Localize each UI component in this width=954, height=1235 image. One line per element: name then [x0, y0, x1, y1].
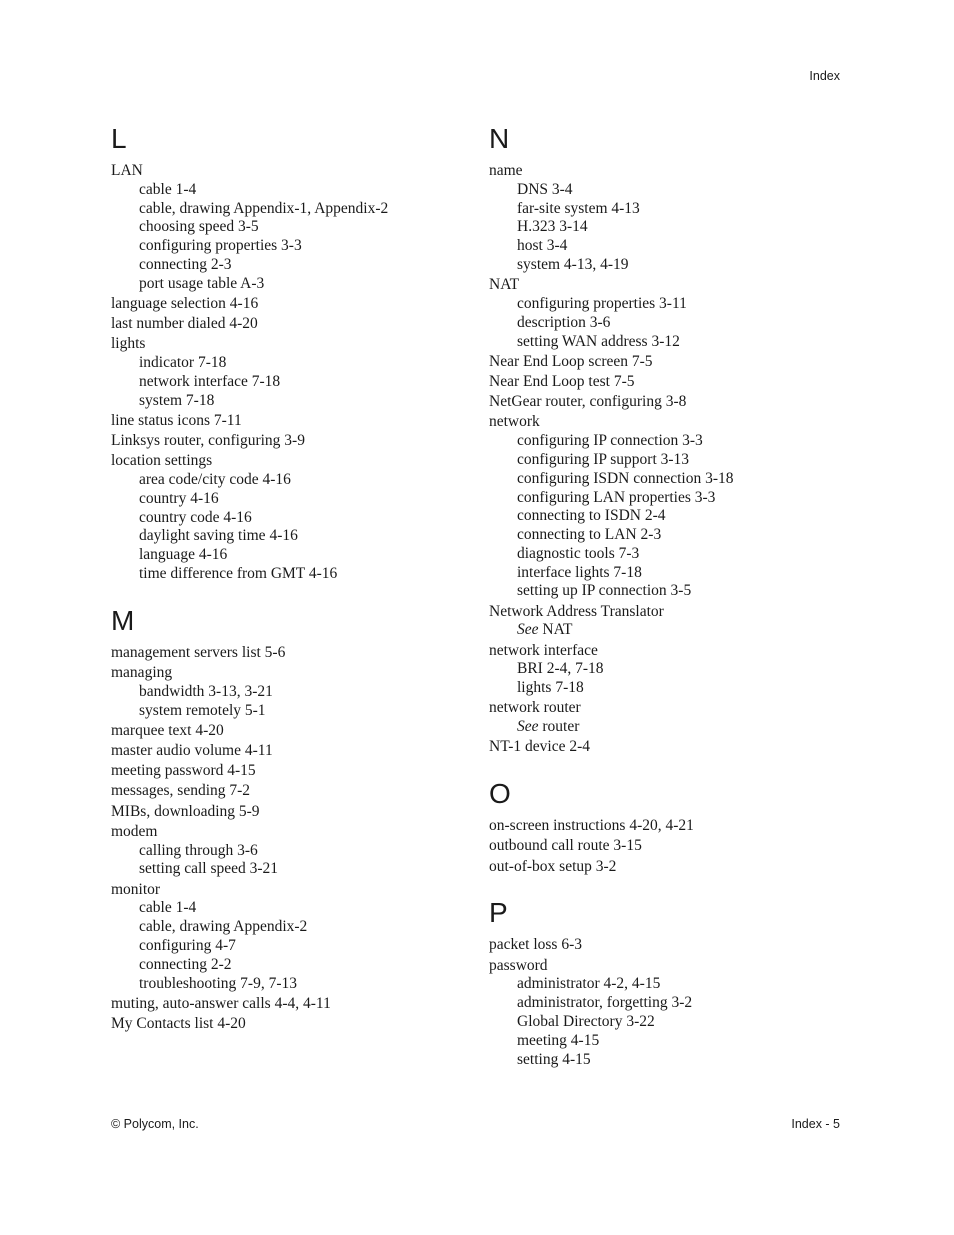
index-entry: [111, 762, 471, 781]
index-term: on-screen instructions 4-20, 4-21: [489, 817, 694, 835]
index-entry: [489, 642, 849, 698]
index-term: line status icons 7-11: [111, 411, 242, 429]
index-subentry: system remotely 5-1: [139, 701, 266, 719]
index-term: packet loss 6-3: [489, 936, 582, 954]
index-entry: [489, 413, 849, 601]
index-section: [489, 777, 849, 876]
index-entry: [111, 315, 471, 334]
index-subentry: far-site system 4-13: [517, 199, 640, 217]
index-column-left: [111, 122, 471, 1054]
index-entry: [111, 664, 471, 720]
index-term: name: [489, 162, 523, 179]
index-term: network interface: [489, 641, 598, 659]
index-subentry: diagnostic tools 7-3: [517, 544, 640, 562]
index-subentry: calling through 3-6: [139, 841, 258, 859]
index-term: outbound call route 3-15: [489, 837, 642, 855]
index-term: monitor: [111, 880, 161, 898]
index-subentry: language 4-16: [139, 546, 228, 564]
index-entry: [489, 957, 849, 1070]
index-entry: [489, 936, 849, 955]
section-letter: N: [489, 123, 510, 154]
index-term: LAN: [111, 162, 143, 179]
index-section: [489, 122, 849, 757]
footer-page-number: Index - 5: [791, 1117, 840, 1131]
index-subentry: system 4-13, 4-19: [517, 255, 629, 273]
index-term: Network Address Translator: [489, 602, 664, 620]
index-subentry: configuring ISDN connection 3-18: [517, 469, 734, 487]
index-term: network router: [489, 699, 581, 717]
index-entry: [111, 742, 471, 761]
see-word: See: [517, 718, 539, 736]
running-header: Index: [809, 69, 840, 83]
index-term: marquee text 4-20: [111, 721, 224, 739]
index-term: language selection 4-16: [111, 294, 259, 312]
index-subentry: troubleshooting 7-9, 7-13: [139, 974, 297, 992]
index-subentry: administrator 4-2, 4-15: [517, 975, 661, 993]
index-term: My Contacts list 4-20: [111, 1014, 246, 1032]
index-subentry: connecting to ISDN 2-4: [517, 507, 666, 525]
index-entry: [489, 699, 849, 737]
index-subentry: indicator 7-18: [139, 354, 227, 372]
index-subentry: country code 4-16: [139, 508, 252, 526]
index-entry: [489, 162, 849, 275]
see-reference: [489, 621, 849, 640]
index-term: NAT: [489, 276, 520, 294]
index-subentry: cable, drawing Appendix-1, Appendix-2: [139, 199, 389, 217]
index-subentry: H.323 3-14: [517, 218, 588, 236]
index-entry: [111, 162, 471, 294]
see-target: NAT: [542, 621, 573, 639]
index-column-right: [489, 122, 849, 1089]
index-subentry: configuring LAN properties 3-3: [517, 488, 716, 506]
index-section: [111, 122, 471, 584]
index-subentry: host 3-4: [517, 237, 568, 255]
index-term: out-of-box setup 3-2: [489, 857, 617, 875]
index-term: meeting password 4-15: [111, 762, 256, 780]
section-letter: L: [111, 123, 127, 154]
index-subentry: setting 4-15: [517, 1050, 591, 1068]
index-subentry: connecting 2-3: [139, 255, 232, 273]
index-subentry: Global Directory 3-22: [517, 1012, 655, 1030]
index-entry: [489, 738, 849, 757]
index-term: Linksys router, configuring 3-9: [111, 432, 305, 450]
index-term: location settings: [111, 452, 213, 470]
index-subentry: configuring properties 3-11: [517, 294, 687, 312]
index-term: muting, auto-answer calls 4-4, 4-11: [111, 994, 331, 1012]
index-entry: [111, 644, 471, 663]
index-term: management servers list 5-6: [111, 643, 286, 661]
index-entry: [111, 432, 471, 451]
index-entry: [111, 803, 471, 822]
index-entry: [111, 782, 471, 801]
see-target: router: [542, 718, 580, 736]
section-letter: P: [489, 897, 508, 929]
index-subentry: configuring 4-7: [139, 936, 236, 954]
index-term: managing: [111, 664, 173, 682]
see-reference: [489, 718, 849, 737]
index-subentry: lights 7-18: [517, 679, 584, 697]
index-subentry: administrator, forgetting 3-2: [517, 994, 693, 1012]
index-subentry: bandwidth 3-13, 3-21: [139, 682, 273, 700]
index-subentry: daylight saving time 4-16: [139, 527, 298, 545]
index-section: [489, 896, 849, 1069]
index-entry: [111, 823, 471, 879]
index-subentry: system 7-18: [139, 391, 215, 409]
index-subentry: area code/city code 4-16: [139, 471, 291, 489]
section-letter: M: [111, 604, 135, 636]
index-subentry: network interface 7-18: [139, 372, 281, 390]
index-entry: [489, 276, 849, 351]
index-subentry: port usage table A-3: [139, 274, 265, 292]
index-term: MIBs, downloading 5-9: [111, 802, 260, 820]
index-entry: [111, 1015, 471, 1034]
index-term: network: [489, 413, 540, 431]
index-subentry: DNS 3-4: [517, 180, 573, 198]
index-subentry: setting WAN address 3-12: [517, 332, 680, 350]
index-term: NT-1 device 2-4: [489, 738, 591, 756]
index-term: Near End Loop test 7-5: [489, 372, 635, 390]
index-entry: [111, 995, 471, 1014]
index-subentry: configuring properties 3-3: [139, 237, 302, 255]
index-entry: [111, 881, 471, 994]
index-entry: [489, 373, 849, 392]
index-entry: [489, 603, 849, 641]
see-word: See: [517, 621, 539, 639]
section-letter: O: [489, 778, 511, 810]
index-subentry: setting up IP connection 3-5: [517, 582, 692, 600]
index-term: password: [489, 956, 548, 974]
footer-copyright: © Polycom, Inc.: [111, 1117, 199, 1131]
index-entry: [111, 335, 471, 410]
index-term: lights: [111, 335, 146, 353]
index-term: messages, sending 7-2: [111, 782, 251, 800]
index-term: master audio volume 4-11: [111, 742, 273, 760]
index-subentry: cable 1-4: [139, 180, 197, 198]
index-section: [111, 604, 471, 1034]
index-subentry: interface lights 7-18: [517, 563, 642, 581]
index-entry: [489, 817, 849, 836]
index-subentry: country 4-16: [139, 489, 219, 507]
index-entry: [489, 837, 849, 856]
index-entry: [111, 295, 471, 314]
index-entry: [489, 393, 849, 412]
index-entry: [489, 353, 849, 372]
index-entry: [489, 858, 849, 877]
index-subentry: description 3-6: [517, 313, 611, 331]
index-subentry: configuring IP connection 3-3: [517, 432, 703, 450]
index-subentry: setting call speed 3-21: [139, 860, 279, 878]
index-entry: [111, 722, 471, 741]
index-entry: [111, 412, 471, 431]
index-term: last number dialed 4-20: [111, 315, 258, 333]
index-subentry: connecting 2-2: [139, 955, 232, 973]
index-subentry: choosing speed 3-5: [139, 218, 259, 236]
index-subentry: meeting 4-15: [517, 1031, 600, 1049]
index-entry: [111, 452, 471, 584]
index-subentry: configuring IP support 3-13: [517, 450, 690, 468]
index-subentry: cable, drawing Appendix-2: [139, 918, 308, 936]
index-term: Near End Loop screen 7-5: [489, 352, 653, 370]
index-subentry: connecting to LAN 2-3: [517, 526, 662, 544]
index-term: modem: [111, 822, 158, 840]
index-subentry: BRI 2-4, 7-18: [517, 660, 604, 678]
index-term: NetGear router, configuring 3-8: [489, 393, 687, 411]
index-subentry: cable 1-4: [139, 899, 197, 917]
index-subentry: time difference from GMT 4-16: [139, 565, 338, 583]
